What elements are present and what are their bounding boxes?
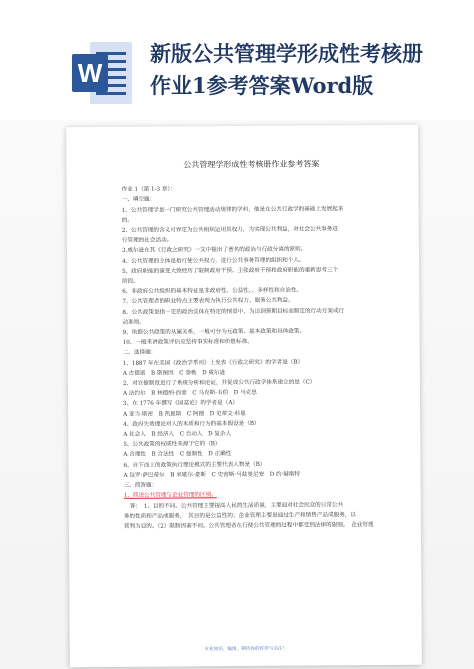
document-line: 10、一般来讲政策评估应坚持事实标准和价值标准。: [122, 339, 253, 347]
document-line: A 社会人 B 经济人 C 自动人 D 复杂人: [123, 431, 232, 438]
document-line: 6、自下而上的政策执行理论模式的主要代表人物是（B）: [123, 461, 266, 469]
header-banner: [0, 0, 474, 120]
document-line: 5、公共政策的权威性来源于它的（B）: [123, 441, 221, 449]
title-line-2: 作业1参考答案Word版: [150, 73, 374, 98]
document-line: 8、公共政策是指一定的政治实体在特定的情景中，为达到预期目标而制定的行动方案或行: [122, 307, 345, 316]
document-line: 一、填空题：: [121, 197, 156, 204]
document-line: 答： 1、目的不同。公共管理主要提高人民的生活质量，主要面对社会民众的日常公共: [129, 501, 344, 510]
document-line: A 合理性 B 合法性 C 强制性 D 正确性: [123, 451, 232, 459]
document-line: 3、在 1776 年撰写《国富论》的学者是（A）: [123, 400, 238, 408]
document-line: 7、公共管理者的职业特点主要表现为执行公共权力、服务公共利益。: [122, 298, 294, 306]
document-line: 营利为目的。（2）限制因素不同。公共管理者在行使公共管理的过程中都受到法律的限制。 企业管理: [123, 522, 374, 530]
document-line: 4、政府失效理论对人的本质和行为的基本假设是（B）: [123, 420, 260, 428]
document-line: 的。: [121, 217, 133, 224]
document-line: 三、简答题：: [123, 482, 158, 489]
document-line: 1、简述公共管理与企业管理的区别。: [123, 492, 217, 500]
document-line: 1、1887 年在美国《政治学季刊》上发表《行政之研究》的学者是（B）: [122, 359, 304, 367]
document-line: 2、公共管理的含义可界定为公共组织运用其权力，为实现公共利益，对社会公共事务进: [121, 226, 338, 234]
document-line: 行管理的社会活动。: [121, 237, 173, 245]
document-line: A 亚当·斯密 B 凯恩斯 C 阿德 D 史蒂文·科恩: [123, 410, 246, 418]
document-line: A 包罗·萨巴蒂尔 B 米歇尔·豪斯 C 史密斯·马兹曼尼安 D 约·赫斯特: [123, 471, 301, 479]
document-line: 2、对官僚制度进行了系统分析和论证，并促成公共行政学体系建立的是（C）: [122, 379, 316, 387]
document-line: 4、公共管理的主体是指行使公共权力，进行公共事务管理的组织和个人。: [122, 257, 305, 265]
document-line: 9、依据公共政策的从属关系，一般可分为元政策、基本政策和具体政策。: [122, 328, 306, 336]
word-icon: [72, 40, 134, 106]
document-line: 5、政府职能的演变大致经历了限制政府干预、主张政府干预和政府职能的重新思考三个: [122, 267, 339, 275]
svg-text:W: W: [77, 58, 103, 88]
document-footer-note: 专业知识，编排，期待你的好评与关注！: [204, 646, 288, 653]
page-title: [150, 38, 460, 102]
document-line: 6、非政府公共组织的基本特征是非政府性、公益性、、多样性和自治性。: [122, 287, 303, 296]
document-line: A 古德诺 B 斯图因 C 泰勒 D 威尔逊: [122, 369, 226, 377]
document-line: 务的性质和产品成服务， 其目的是公益性的；企业管理主要是通过生产和销售产品成服务，以: [123, 511, 356, 520]
document-line: 动准则。: [122, 319, 145, 326]
document-page: [66, 125, 422, 667]
document-line: 作业 1（第 1-3 章）：: [121, 186, 176, 194]
document-line: 3.威尔逊在其《行政之研究》一文中提出了著名的政治与行政分离的原则。: [121, 246, 307, 255]
document-line: 二、选择题：: [122, 350, 157, 357]
document-line: 阶段。: [122, 278, 140, 285]
document-title: 公共管理学形成性考核册作业参考答案: [183, 159, 320, 170]
document-body: [121, 159, 384, 532]
title-line-1: 新版公共管理学形成性考核册: [150, 41, 423, 66]
document-line: 1、公共管理学是一门研究公共管理活动规律的学科，他是在公共行政学的基础上发展起来: [121, 205, 344, 214]
document-lines: [122, 183, 384, 532]
document-line: A 法约尔 B 林德纳·西蒙 C 马克斯·韦伯 D 马克思: [122, 390, 257, 398]
